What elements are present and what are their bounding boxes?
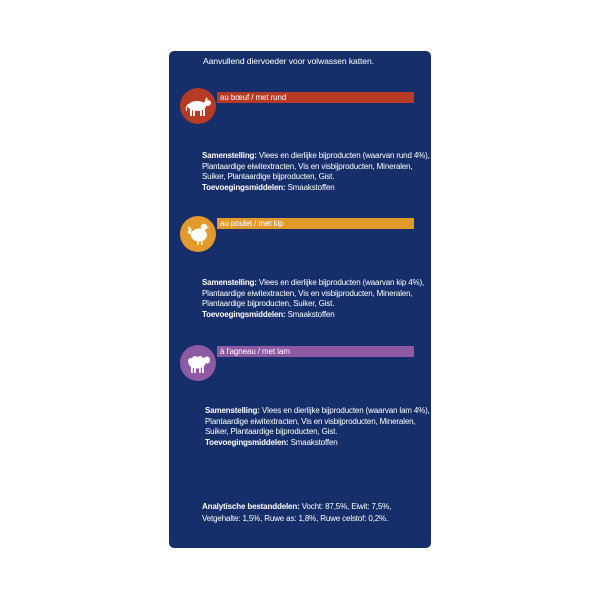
flavor-bar-lamb bbox=[217, 346, 414, 357]
composition-value: Vlees en dierlijke bijproducten (waarvan kip 4%), Plantaardige eiwitextracten, Vis en visbijproducten, Mineralen, Plantaardige bijproducten, Suiker, Gist. bbox=[202, 278, 425, 308]
flavor-label: à l'agneau / met lam bbox=[220, 347, 290, 356]
analytical-constituents bbox=[202, 501, 427, 525]
composition-value: Vlees en dierlijke bijproducten (waarvan rund 4%), Plantaardige eiwitextracten, Vis en visbijproducten, Mineralen, Suiker, Plantaardige bijproducten, Gist. bbox=[202, 151, 430, 181]
cow-icon bbox=[180, 88, 216, 124]
additives-label: Toevoegingsmiddelen: bbox=[202, 182, 286, 192]
product-info-panel bbox=[169, 51, 431, 548]
composition-label: Samenstelling: bbox=[202, 278, 257, 287]
composition-text bbox=[205, 406, 435, 448]
lamb-icon bbox=[180, 345, 216, 381]
additives-label: Toevoegingsmiddelen: bbox=[205, 437, 289, 447]
composition-label: Samenstelling: bbox=[202, 151, 257, 160]
analytics-value: Vocht: 87,5%, Eiwit: 7,5%, Vetgehalte: 1,5%, Ruwe as: 1,8%, Ruwe celstof: 0,2%. bbox=[202, 502, 392, 523]
intro-text: Aanvullend diervoeder voor volwassen katten. bbox=[203, 56, 374, 66]
flavor-bar-beef bbox=[217, 92, 414, 103]
additives-label: Toevoegingsmiddelen: bbox=[202, 309, 286, 319]
flavor-label: au bœuf / met rund bbox=[220, 93, 287, 102]
flavor-bar-chicken bbox=[217, 218, 414, 229]
additives-value: Smaakstoffen bbox=[287, 182, 335, 192]
flavor-label: au poulet / met kip bbox=[220, 219, 284, 228]
chicken-icon bbox=[180, 216, 216, 252]
composition-text bbox=[202, 278, 432, 320]
composition-value: Vlees en dierlijke bijproducten (waarvan lam 4%), Plantaardige eiwitextracten, Vis en visbijproducten, Mineralen, Suiker, Plantaardige bijproducten, Gist. bbox=[205, 406, 430, 436]
composition-text bbox=[202, 151, 432, 193]
additives-value: Smaakstoffen bbox=[290, 437, 338, 447]
additives-value: Smaakstoffen bbox=[287, 309, 335, 319]
composition-label: Samenstelling: bbox=[205, 406, 260, 415]
analytics-label: Analytische bestanddelen: bbox=[202, 502, 300, 511]
